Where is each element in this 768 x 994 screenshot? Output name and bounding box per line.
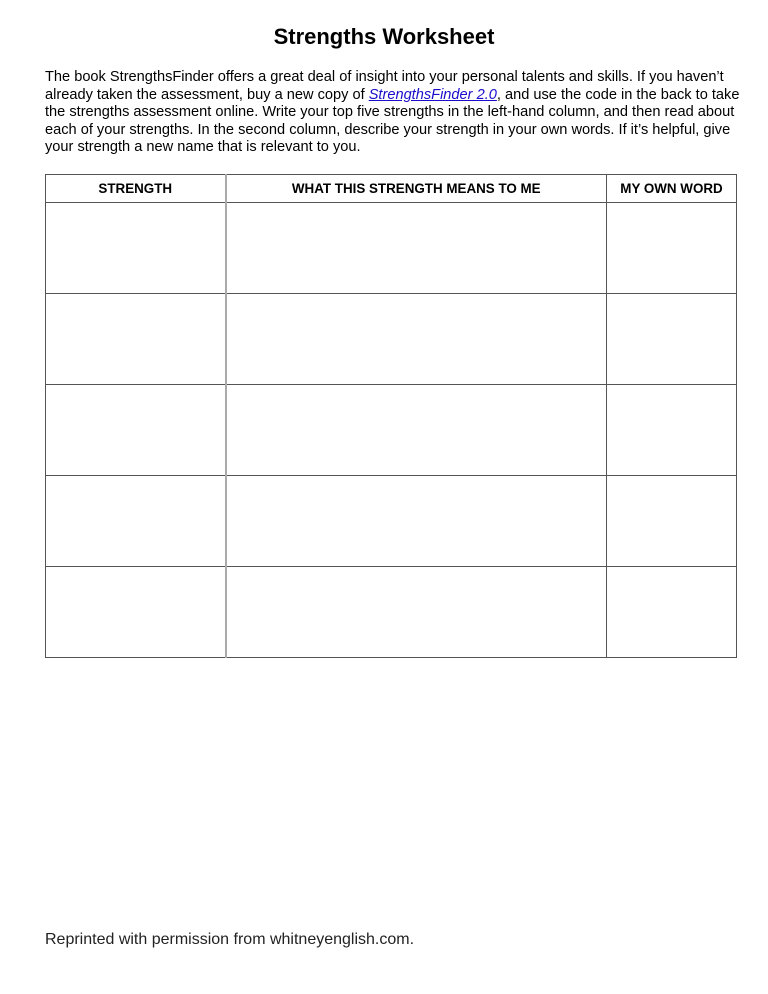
intro-text-before-link: The book StrengthsFinder offers a great deal of insight into your personal talents and skills. If you haven’t already taken the assessment, buy a new copy of: [45, 69, 724, 103]
table-row: [46, 476, 737, 567]
own-word-cell[interactable]: [607, 203, 737, 294]
strengthsfinder-link[interactable]: StrengthsFinder 2.0: [368, 86, 497, 103]
strength-cell[interactable]: [46, 476, 226, 567]
header-own-word: MY OWN WORD: [607, 175, 737, 203]
strength-cell[interactable]: [46, 567, 226, 658]
table-row: [46, 294, 737, 385]
meaning-cell[interactable]: [226, 294, 607, 385]
table-row: [46, 567, 737, 658]
table-header-row: [46, 175, 737, 203]
table-row: [46, 203, 737, 294]
strength-cell[interactable]: [46, 385, 226, 476]
meaning-cell[interactable]: [226, 385, 607, 476]
meaning-cell[interactable]: [226, 476, 607, 567]
strength-cell[interactable]: [46, 294, 226, 385]
footer-credit: Reprinted with permission from whitneyenglish.com.: [45, 931, 415, 948]
page-title: Strengths Worksheet: [273, 24, 495, 49]
own-word-cell[interactable]: [607, 385, 737, 476]
intro-paragraph: [45, 69, 745, 157]
own-word-cell[interactable]: [607, 567, 737, 658]
strength-cell[interactable]: [46, 203, 226, 294]
strengths-table: [45, 174, 737, 658]
own-word-cell[interactable]: [607, 294, 737, 385]
meaning-cell[interactable]: [226, 203, 607, 294]
meaning-cell[interactable]: [226, 567, 607, 658]
header-strength: STRENGTH: [46, 175, 226, 203]
table-row: [46, 385, 737, 476]
header-meaning: WHAT THIS STRENGTH MEANS TO ME: [226, 175, 607, 203]
own-word-cell[interactable]: [607, 476, 737, 567]
intro-text-after-link: , and use the code in the back to take the strengths assessment online. Write your top five strengths in the left-hand column, and then read about each of your strengths. In the second column, describe your strength in your own words. If it’s helpful, give your strength a new name that is relevant to you.: [45, 86, 740, 155]
